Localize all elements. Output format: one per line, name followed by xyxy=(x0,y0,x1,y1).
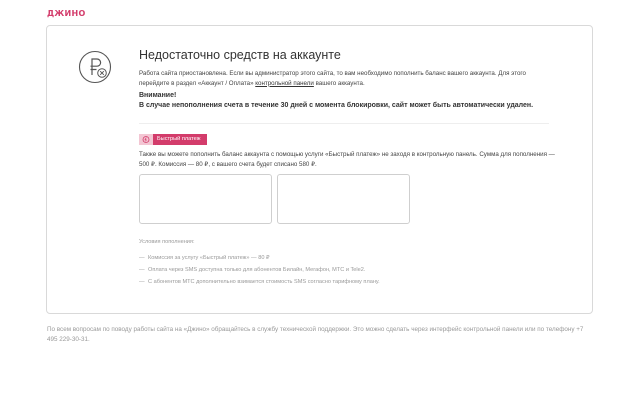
attention-heading: Внимание! xyxy=(139,92,177,99)
condition-item: — Оплата через SMS доступна только для абонентов Билайн, Мегафон, МТС и Tele2. xyxy=(139,267,366,273)
conditions-title: Условия пополнения: xyxy=(139,239,195,245)
quick-pay-tag xyxy=(139,134,207,145)
condition-item: — Комиссия за услугу «Быстрый платеж» — 80 ₽ xyxy=(139,255,270,261)
quick-pay-label: Быстрый платеж xyxy=(157,136,201,142)
support-footer: По всем вопросам по поводу работы сайта на «Джино» обращайтесь в службу технической поддержки. Это можно сделать через интерфейс контрольной панели или по телефону +7 495 229-30-31. xyxy=(47,326,584,343)
conditions-list xyxy=(139,252,380,288)
page-title: Недостаточно средств на аккаунте xyxy=(139,48,341,62)
divider xyxy=(139,123,549,124)
lightning-circle-icon xyxy=(139,134,153,145)
payment-widget-1[interactable] xyxy=(139,174,272,224)
description-text: Работа сайта приостановлена. Если вы администратор этого сайта, то вам необходимо пополнить баланс вашего аккаунта. Для этого перейдите в раздел «Аккаунт / Оплата» xyxy=(139,70,526,87)
condition-text: С абонентов МТС дополнительно взимается стоимость SMS согласно тарифному плану. xyxy=(148,279,380,285)
deletion-warning: В случае непополнения счета в течение 30 дней с момента блокировки, сайт может быть автоматически удален. xyxy=(139,102,534,109)
description-text-end: вашего аккаунта. xyxy=(313,79,365,87)
control-panel-link[interactable]: контрольной панели xyxy=(255,79,314,87)
insufficient-funds-card xyxy=(46,25,593,314)
suspension-description xyxy=(139,69,549,88)
ruble-blocked-icon xyxy=(78,50,112,84)
quick-pay-description: Также вы можете пополнить баланс аккаунта с помощью услуги «Быстрый платеж» не заходя в контрольную панель. Сумма для пополнения — 500 ₽. Комиссия — 80 ₽, с вашего счета будет списано 580 ₽. xyxy=(139,151,555,168)
condition-item: — С абонентов МТС дополнительно взимается стоимость SMS согласно тарифному плану. xyxy=(139,279,380,285)
condition-text: Комиссия за услугу «Быстрый платеж» — 80 ₽ xyxy=(148,255,270,261)
brand-name: ДЖИНО xyxy=(47,9,86,18)
brand-logo[interactable] xyxy=(47,9,86,18)
payment-widget-2[interactable] xyxy=(277,174,410,224)
condition-text: Оплата через SMS доступна только для абонентов Билайн, Мегафон, МТС и Tele2. xyxy=(148,267,366,273)
